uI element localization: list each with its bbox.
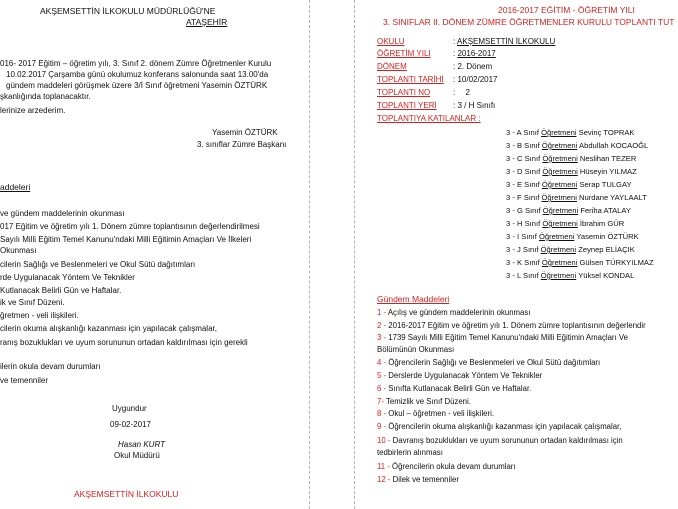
teacher-row [506, 232, 639, 242]
agenda-number: 4 - [377, 358, 387, 367]
teacher-row [506, 128, 635, 138]
page-margin-guide [309, 0, 310, 509]
agenda-text: Öğrencilerin Sağlığı ve Beslenmeleri ve Okul Sütü dağıtımları [388, 358, 601, 367]
agenda-item [377, 358, 600, 368]
info-row-date [377, 75, 498, 85]
info-sep: : [453, 101, 456, 110]
signature-title: 3. sınıflar Zümre Başkanı [197, 140, 287, 149]
agenda-number: 7- [377, 397, 384, 406]
agenda-text: Davranış bozuklukları ve uyum sorununun ortadan kaldırılması için [392, 436, 623, 445]
agenda-line: ranış bozuklukları ve uyum sorununun ortadan kaldırılması için gerekli [0, 338, 248, 347]
paragraph-line: lerinize arzederim. [0, 106, 66, 115]
teacher-name: Yasemin ÖZTÜRK [576, 232, 639, 241]
principal-name: Hasan KURT [118, 440, 165, 449]
teacher-row [506, 219, 624, 229]
agenda-text: Öğrencilerin okula devam durumları [392, 462, 516, 471]
teacher-row [506, 271, 634, 281]
agenda-text: Temizlik ve Sınıf Düzeni. [385, 397, 471, 406]
agenda-text: 1739 Sayılı Milli Eğitim Temel Kanunu'ndaki Milli Eğitimin Amaçları Ve [388, 333, 628, 342]
agenda-text: Bölümünün Okunması [377, 345, 455, 354]
info-label: OKULU [377, 37, 405, 46]
teacher-role: Öğretmeni [541, 128, 577, 137]
teacher-name: Hüseyin YILMAZ [579, 167, 637, 176]
agenda-section-title: addeleri [0, 182, 31, 192]
info-value: 2016-2017 [457, 49, 496, 58]
class-name: 3 - H Sınıf [506, 219, 541, 228]
info-row-place [377, 101, 495, 111]
class-name: 3 - E Sınıf [506, 180, 540, 189]
agenda-item [377, 321, 646, 331]
page-margin-guide [354, 0, 355, 509]
info-sep: : [453, 49, 456, 58]
agenda-line: ilerin okula devam durumları [0, 362, 101, 371]
info-value: 3 / H Sınıfı [457, 101, 496, 110]
agenda-line: cilerin okuma alışkanlığı kazanması için yapılacak çalışmalar, [0, 324, 217, 333]
teacher-name: Nurdane YAYLAALT [579, 193, 647, 202]
teacher-role: Öğretmeni [540, 271, 577, 280]
info-sep: : [453, 75, 456, 84]
teacher-row [506, 141, 648, 151]
teacher-name: Sevinç TOPRAK [578, 128, 635, 137]
page-header-title: AKŞEMSETTİN İLKOKULU MÜDÜRLÜĞÜ'NE [40, 6, 216, 16]
paragraph-line: gündem maddeleri görüşmek üzere 3/İ Sınıf öğretmeni Yasemin ÖZTÜRK [6, 81, 268, 90]
paragraph-line: 10.02.2017 Çarşamba günü okulumuz konferans salonunda saat 13.00'da [6, 70, 269, 79]
class-name: 3 - I Sınıf [506, 232, 537, 241]
agenda-item [377, 422, 621, 432]
teacher-name: İbrahim GÜR [579, 219, 625, 228]
principal-title: Okul Müdürü [114, 451, 160, 460]
agenda-item [377, 462, 516, 472]
info-label: DÖNEM [377, 62, 407, 71]
class-name: 3 - L Sınıf [506, 271, 539, 280]
teacher-name: Yüksel KONDAL [578, 271, 635, 280]
class-name: 3 - C Sınıf [506, 154, 541, 163]
teacher-row [506, 206, 631, 216]
info-sep: : [453, 37, 456, 46]
approval-date: 09-02-2017 [110, 420, 151, 429]
agenda-line: ik ve Sınıf Düzeni. [0, 298, 65, 307]
agenda-number: 2 - [377, 321, 387, 330]
agenda-item [377, 409, 494, 419]
agenda-line: rde Uygulanacak Yöntem Ve Teknikler [0, 273, 135, 282]
teacher-row [506, 180, 632, 190]
agenda-line: Kutlanacak Belirli Gün ve Haftalar. [0, 286, 122, 295]
approval-text: Uygundur [112, 404, 147, 413]
agenda-line: ve temenniler [0, 376, 49, 385]
teacher-role: Öğretmeni [541, 193, 577, 202]
teacher-role: Öğretmeni [538, 232, 575, 241]
teacher-row [506, 167, 637, 177]
agenda-text: Öğrencilerin okuma alışkanlığı kazanması için yapılacak çalışmalar, [388, 422, 622, 431]
class-name: 3 - J Sınıf [506, 245, 539, 254]
paragraph-line: 016- 2017 Eğitim – öğretim yılı, 3. Sınıf 2. dönem Zümre Öğretmenler Kurulu [0, 59, 272, 68]
teacher-name: Neslihan TEZER [579, 154, 637, 163]
agenda-item [377, 448, 443, 458]
teacher-row [506, 245, 635, 255]
agenda-item [377, 308, 530, 318]
teacher-role: Öğretmeni [540, 245, 577, 254]
info-label: ÖĞRETİM YILI [377, 49, 431, 58]
agenda-line: 017 Eğitim ve öğretim yılı 1. Dönem zümre toplantısının değerlendirilmesi [0, 222, 260, 231]
teacher-name: Feriha ATALAY [580, 206, 631, 215]
page-header-district: ATAŞEHİR [186, 17, 228, 27]
teacher-role: Öğretmeni [542, 154, 578, 163]
agenda-text: tedbirlerin alınması [377, 448, 443, 457]
agenda-number: 9 - [377, 422, 387, 431]
agenda-item [377, 397, 471, 407]
agenda-line: ve gündem maddelerinin okunması [0, 209, 125, 218]
agenda-item [377, 384, 531, 394]
agenda-line: ğretmen - veli ilişkileri. [0, 311, 79, 320]
teacher-role: Öğretmeni [541, 180, 578, 189]
page-gap [316, 0, 348, 509]
agenda-number: 1 - [377, 308, 387, 317]
class-name: 3 - D Sınıf [506, 167, 541, 176]
agenda-section-title: Gündem Maddeleri [377, 294, 450, 304]
agenda-item [377, 371, 542, 381]
info-sep: : [453, 88, 456, 97]
paragraph-line: şkanlığında toplanacaktır. [0, 92, 91, 101]
agenda-line: Okunması [0, 246, 37, 255]
agenda-text: Derslerde Uygulanacak Yöntem Ve Teknikler [388, 371, 543, 380]
info-label: TOPLANTI YERİ [377, 101, 437, 110]
info-value: AKŞEMSETTİN İLKOKULU [457, 37, 556, 46]
teacher-role: Öğretmeni [542, 206, 579, 215]
document-page-left [0, 0, 316, 509]
agenda-number: 8 - [377, 409, 387, 418]
footer-school-name: AKŞEMSETTİN İLKOKULU [74, 489, 179, 499]
info-row-school [377, 37, 555, 47]
agenda-text: 2016-2017 Eğitim ve öğretim yılı 1. Dönem zümre toplantısının değerlendir [388, 321, 646, 330]
agenda-number: 5 - [377, 371, 387, 380]
agenda-text: Açılış ve gündem maddelerinin okunması [387, 308, 531, 317]
agenda-line: Sayılı Milli Eğitim Temel Kanunu'ndaki Milli Eğitimin Amaçları Ve İlkeleri [0, 235, 252, 244]
agenda-text: Dilek ve temenniler [392, 475, 459, 484]
info-label: TOPLANTI NO [377, 88, 431, 97]
teacher-row [506, 154, 636, 164]
class-name: 3 - B Sınıf [506, 141, 540, 150]
info-sep: : [453, 62, 456, 71]
teacher-name: Serap TULGAY [579, 180, 632, 189]
info-label: TOPLANTI TARİHİ [377, 75, 444, 84]
agenda-item [377, 475, 459, 485]
agenda-text: Sınıfta Kutlanacak Belirli Gün ve Haftalar. [388, 384, 532, 393]
agenda-number: 12 - [377, 475, 391, 484]
teacher-role: Öğretmeni [541, 258, 578, 267]
info-value: 2. Dönem [457, 62, 493, 71]
teacher-role: Öğretmeni [541, 141, 578, 150]
agenda-item [377, 333, 628, 343]
teacher-row [506, 193, 647, 203]
participants-title: TOPLANTIYA KATILANLAR : [377, 114, 481, 123]
agenda-number: 11 - [377, 462, 390, 471]
document-page-right [348, 0, 678, 509]
teacher-role: Öğretmeni [542, 167, 578, 176]
agenda-text: Okul – öğretmen - veli ilişkileri. [388, 409, 495, 418]
signature-name: Yasemin ÖZTÜRK [212, 128, 278, 137]
class-name: 3 - G Sınıf [506, 206, 541, 215]
minutes-header-title: 3. SINIFLAR II. DÖNEM ZÜMRE ÖĞRETMENLER KURULU TOPLANTI TUT [383, 17, 675, 27]
info-value: 10/02/2017 [457, 75, 498, 84]
info-row-term [377, 62, 492, 72]
minutes-header-year: 2016-2017 EĞİTİM - ÖĞRETİM YILI [498, 5, 635, 15]
agenda-number: 6 - [377, 384, 387, 393]
agenda-number: 3 - [377, 333, 387, 342]
info-row-year [377, 49, 496, 59]
teacher-role: Öğretmeni [542, 219, 578, 228]
teacher-name: Gülsen TÜRKYILMAZ [579, 258, 654, 267]
info-value: 2 [465, 88, 470, 97]
agenda-item [377, 345, 454, 355]
agenda-line: cilerin Sağlığı ve Beslenmeleri ve Okul Sütü dağıtımları [0, 260, 196, 269]
teacher-name: Abdullah KOCAOĞL [579, 141, 649, 150]
agenda-item [377, 436, 623, 446]
class-name: 3 - A Sınıf [506, 128, 539, 137]
info-row-number [377, 88, 470, 98]
teacher-row [506, 258, 654, 268]
class-name: 3 - K Sınıf [506, 258, 540, 267]
teacher-name: Zeynep ELİAÇIK [578, 245, 635, 254]
class-name: 3 - F Sınıf [506, 193, 540, 202]
agenda-number: 10 - [377, 436, 391, 445]
